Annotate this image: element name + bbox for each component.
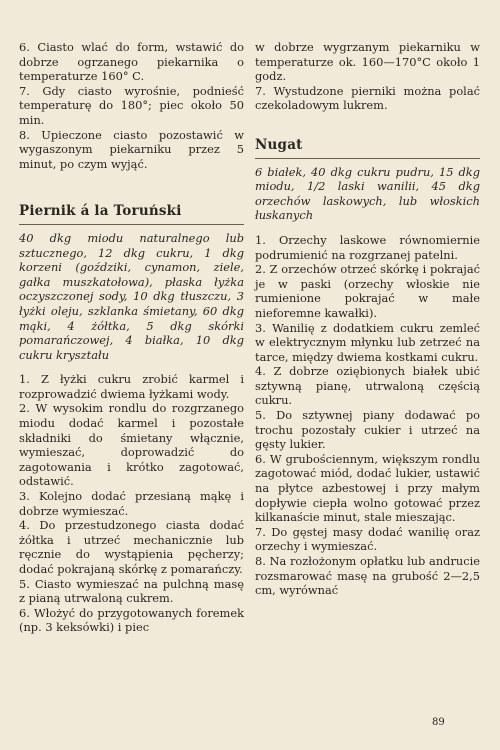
title-rule: [19, 224, 244, 225]
ingredients-nugat: 6 białek, 40 dkg cukru pudru, 15 dkg miodu, 1/2 laski wanilii, 45 dkg orzechów laskowych, lub włoskich łuskanych: [255, 164, 480, 223]
recipe-step: 1. Z łyżki cukru zrobić karmel i rozprowadzić dwiema łyżkami wody.: [19, 372, 244, 401]
recipe-step: 4. Z dobrze oziębionych białek ubić sztywną pianę, utrwaloną częścią cukru.: [255, 364, 480, 408]
ingredients-piernik: 40 dkg miodu naturalnego lub sztucznego, 12 dkg cukru, 1 dkg korzeni (goździki, cynamon, ziele, gałka muszkatołowa), płaska łyżka oczyszczonej sody, 10 dkg tłuszczu, 3 łyżki oleju, szklanka śmietany, 60 dkg mąki, 4 żółtka, 5 dkg skórki pomarańczowej, 4 białka, 10 dkg cukru kryształu: [19, 230, 244, 362]
intro-step: 7. Gdy ciasto wyrośnie, podnieść temperaturę do 180°; piec około 50 min.: [19, 83, 244, 127]
continuation-text: w dobrze wygrzanym piekarniku w temperaturze ok. 160—170°C około 1 godz.: [255, 40, 480, 84]
recipe-title-piernik: Piernik á la Toruński: [19, 203, 182, 220]
recipe-step: 5. Ciasto wymieszać na pulchną masę z pianą utrwaloną cukrem.: [19, 576, 244, 606]
recipe-step: 3. Kolejno dodać przesianą mąkę i dobrze wymieszać.: [19, 489, 244, 518]
recipe-step: 4. Do przestudzonego ciasta dodać żółtka i utrzeć mechanicznie lub ręcznie do wystąpienia pęcherzy; dodać pokrajaną skórkę z pomarańczy.: [19, 518, 244, 576]
left-column: [19, 40, 244, 635]
page-number: 89: [432, 717, 445, 728]
recipe-step: 1. Orzechy laskowe równomiernie podrumienić na rozgrzanej patelni.: [255, 232, 480, 262]
intro-step: 8. Upieczone ciasto pozostawić w wygaszonym piekarniku przez 5 minut, po czym wyjąć.: [19, 127, 244, 171]
intro-step: 6. Ciasto wlać do form, wstawić do dobrze ogrzanego piekarnika o temperaturze 160° C.: [19, 40, 244, 84]
recipe-step: 5. Do sztywnej piany dodawać po trochu pozostały cukier i utrzeć na gęsty lukier.: [255, 408, 480, 452]
recipe-title-nugat: Nugat: [255, 136, 303, 153]
recipe-step: 2. W wysokim rondlu do rozgrzanego miodu dodać karmel i pozostałe składniki do śmietany włącznie, wymieszać, doprowadzić do zagotowania i krótko zagotować, odstawić.: [19, 401, 244, 489]
right-column: [255, 40, 480, 598]
recipe-step: 6. Włożyć do przygotowanych foremek (np. 3 keksówki) i piec: [19, 605, 244, 635]
recipe-step: 7. Do gęstej masy dodać wanilię oraz orzechy i wymieszać.: [255, 524, 480, 554]
recipe-step: 3. Wanilię z dodatkiem cukru zemleć w elektrycznym młynku lub zetrzeć na tarce, między dwiema kostkami cukru.: [255, 320, 480, 364]
recipe-step: 6. W grubościennym, większym rondlu zagotować miód, dodać lukier, ustawić na płytce azbestowej i przy małym dopływie ciepła wolno gotować przez kilkanaście minut, stale mieszając.: [255, 451, 480, 525]
recipe-step: 2. Z orzechów otrzeć skórkę i pokrajać je w paski (orzechy włoskie nie rumienione pokrajać w małe nieforemne kawałki).: [255, 262, 480, 320]
continuation-step: 7. Wystudzone pierniki można polać czekoladowym lukrem.: [255, 83, 480, 113]
recipe-step: 8. Na rozłożonym opłatku lub andrucie rozsmarować masę na grubość 2—2,5 cm, wyrównać: [255, 554, 480, 598]
title-rule: [255, 158, 480, 159]
